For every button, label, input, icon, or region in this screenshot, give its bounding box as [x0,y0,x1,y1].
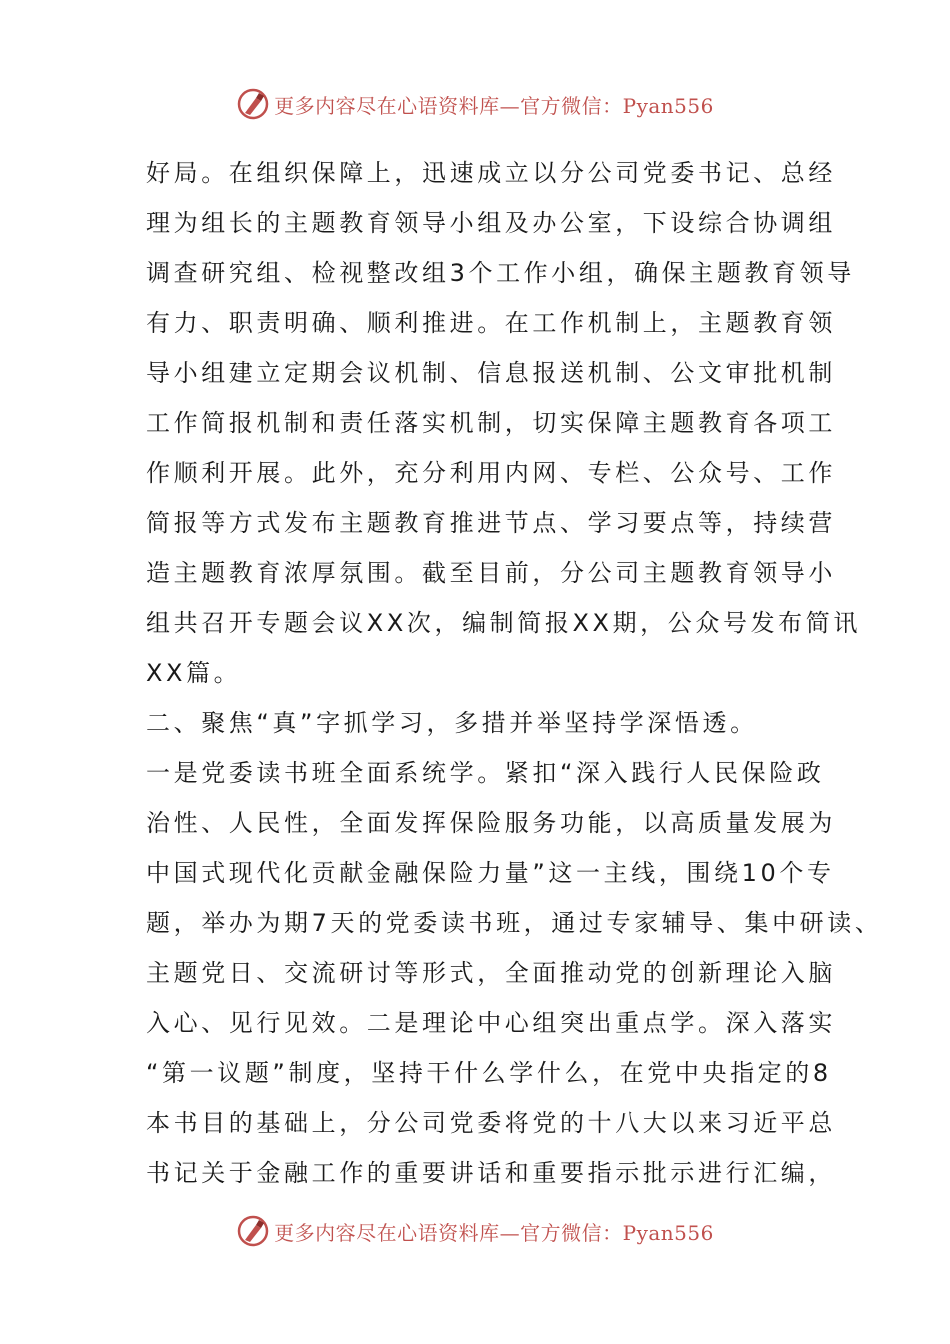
text-line: 主题党日、交流研讨等形式，全面推动党的创新理论入脑 [146,959,836,987]
text-line: 题，举办为期7天的党委读书班，通过专家辅导、集中研读、 [146,909,883,937]
header-watermark [0,84,950,124]
text-line: 入心、见行见效。二是理论中心组突出重点学。深入落实 [146,1009,836,1037]
text-line: 造主题教育浓厚氛围。截至目前，分公司主题教育领导小 [146,559,836,587]
text-line: “第一议题”制度，坚持干什么学什么，在党中央指定的8 [146,1059,832,1087]
text-line: 本书目的基础上，分公司党委将党的十八大以来习近平总 [146,1109,836,1137]
text-line: 书记关于金融工作的重要讲话和重要指示批示进行汇编， [146,1159,836,1187]
text-line: 好局。在组织保障上，迅速成立以分公司党委书记、总经 [146,159,836,187]
watermark-text: 更多内容尽在心语资料库—官方微信：Pyan556 [274,93,714,118]
text-line: 调查研究组、检视整改组3个工作小组，确保主题教育领导 [146,259,855,287]
text-line: 理为组长的主题教育领导小组及办公室，下设综合协调组 [146,209,836,237]
text-line: 一是党委读书班全面系统学。紧扣“深入践行人民保险政 [146,759,825,787]
pen-nib-circle-icon [236,87,270,121]
text-line: 治性、人民性，全面发挥保险服务功能，以高质量发展为 [146,809,836,837]
pen-nib-circle-icon [236,1214,270,1248]
footer-watermark [0,1211,950,1251]
document-body [146,148,883,1198]
text-line: 导小组建立定期会议机制、信息报送机制、公文审批机制 [146,359,836,387]
text-line: 作顺利开展。此外，充分利用内网、专栏、公众号、工作 [146,459,836,487]
text-line: XX篇。 [146,659,242,687]
section-heading: 二、聚焦“真”字抓学习，多措并举坚持学深悟透。 [146,709,758,737]
watermark-text: 更多内容尽在心语资料库—官方微信：Pyan556 [274,1220,714,1245]
text-line: 有力、职责明确、顺利推进。在工作机制上，主题教育领 [146,309,836,337]
text-line: 中国式现代化贡献金融保险力量”这一主线，围绕10个专 [146,859,835,887]
text-line: 组共召开专题会议XX次，编制简报XX期，公众号发布简讯 [146,609,861,637]
text-line: 工作简报机制和责任落实机制，切实保障主题教育各项工 [146,409,836,437]
text-line: 简报等方式发布主题教育推进节点、学习要点等，持续营 [146,509,836,537]
